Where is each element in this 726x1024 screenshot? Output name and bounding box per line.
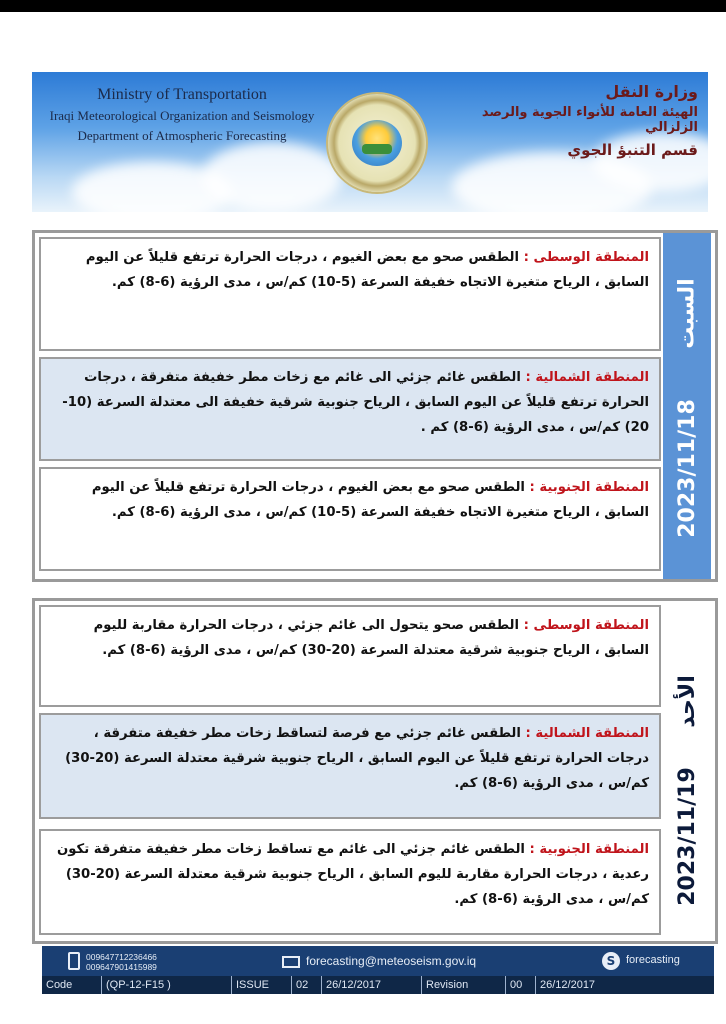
region-name: المنطقة الجنوبية : xyxy=(529,480,649,495)
organization-name-ar: الهيئة العامة للأنواء الجوية والرصد الزلزالي xyxy=(481,105,698,135)
revision-label: Revision xyxy=(422,976,506,994)
document-code-row xyxy=(42,976,714,994)
skype-handle[interactable]: forecasting xyxy=(626,954,680,966)
day-side-label xyxy=(663,601,711,941)
region-central xyxy=(39,605,661,707)
department-name-ar: قسم التنبؤ الجوي xyxy=(567,141,698,159)
phone-2: 009647901415989 xyxy=(86,962,157,972)
department-name-en: Department of Atmospheric Forecasting xyxy=(77,128,287,143)
region-name: المنطقة الشمالية : xyxy=(525,726,649,741)
region-north xyxy=(39,357,661,461)
region-name: المنطقة الوسطى : xyxy=(523,618,649,633)
day-side-label xyxy=(663,233,711,579)
region-forecast: الطقس صحو مع بعض الغيوم ، درجات الحرارة ترتفع قليلاً عن اليوم السابق ، الرياح متغيرة الاتجاه خفيفة السرعة (5-10) كم/س ، مدى الرؤية (6-8) كم. xyxy=(91,480,649,520)
region-forecast: الطقس غائم جزئي الى غائم مع تساقط زخات مطر خفيفة متفرقة تكون رعدية ، درجات الحرارة مقاربة لليوم السابق ، الرياح جنوبية شرقية معتدلة السرعة (20-30) كم/س ، مدى الرؤية (6-8) كم. xyxy=(57,842,649,907)
code-value: (QP-12-F15 ) xyxy=(102,976,232,994)
region-forecast: الطقس صحو يتحول الى غائم جزئي ، درجات الحرارة مقاربة لليوم السابق ، الرياح جنوبية شرقية معتدلة السرعة (20-30) كم/س ، مدى الرؤية (6-8) كم. xyxy=(93,618,649,658)
phone-numbers xyxy=(86,952,157,972)
day-panel-2 xyxy=(32,598,718,944)
logo-sun-icon xyxy=(352,120,402,166)
region-north xyxy=(39,713,661,819)
organization-name-en: Iraqi Meteorological Organization and Seismology xyxy=(49,108,315,123)
code-label: Code xyxy=(42,976,102,994)
region-south xyxy=(39,829,661,935)
region-south xyxy=(39,467,661,571)
region-central xyxy=(39,237,661,351)
envelope-icon xyxy=(282,956,300,968)
phone-1: 009647712236466 xyxy=(86,952,157,962)
issue-label: ISSUE xyxy=(232,976,292,994)
revision-value: 00 xyxy=(506,976,536,994)
footer xyxy=(42,946,714,994)
revision-date: 26/12/2017 xyxy=(540,979,596,991)
cloud-decoration xyxy=(202,142,342,212)
english-header xyxy=(32,84,332,144)
day-panel-1 xyxy=(32,230,718,582)
region-name: المنطقة الجنوبية : xyxy=(529,842,649,857)
email-link[interactable]: forecasting@meteoseism.gov.iq xyxy=(306,954,477,968)
day-date: 2023/11/18 xyxy=(674,398,700,538)
arabic-header xyxy=(438,82,698,159)
organization-logo xyxy=(328,94,426,192)
issue-date: 26/12/2017 xyxy=(322,976,422,994)
issue-value: 02 xyxy=(292,976,322,994)
region-name: المنطقة الوسطى : xyxy=(523,250,649,265)
day-name: السبت xyxy=(674,277,700,349)
region-forecast: الطقس صحو مع بعض الغيوم ، درجات الحرارة ترتفع قليلاً عن اليوم السابق ، الرياح متغيرة الاتجاه خفيفة السرعة (5-10) كم/س ، مدى الرؤية (6-8) كم. xyxy=(85,250,649,290)
phone-icon xyxy=(68,952,80,970)
ministry-name-en: Ministry of Transportation xyxy=(97,86,267,103)
region-name: المنطقة الشمالية : xyxy=(525,370,649,385)
ministry-name-ar: وزارة النقل xyxy=(605,82,698,101)
skype-icon: S xyxy=(602,952,620,970)
region-forecast: الطقس غائم جزئي مع فرصة لتساقط زخات مطر خفيفة متفرقة ، درجات الحرارة ترتفع قليلاً عن اليوم السابق ، الرياح جنوبية شرقية معتدلة السرعة (20-30) كم/س ، مدى الرؤية (6-8) كم. xyxy=(65,726,649,791)
header-banner xyxy=(32,72,708,212)
day-name: الأحد xyxy=(674,674,700,728)
contact-row xyxy=(42,946,714,976)
region-forecast: الطقس غائم جزئي الى غائم مع زخات مطر خفيفة متفرقة ، درجات الحرارة ترتفع قليلاً عن اليوم السابق ، الرياح جنوبية شرقية خفيفة الى معتدلة السرعة (10-20) كم/س ، مدى الرؤية (6-8) كم . xyxy=(62,370,649,435)
day-date: 2023/11/19 xyxy=(674,766,700,906)
top-border xyxy=(0,0,726,12)
logo-land-icon xyxy=(362,144,392,154)
